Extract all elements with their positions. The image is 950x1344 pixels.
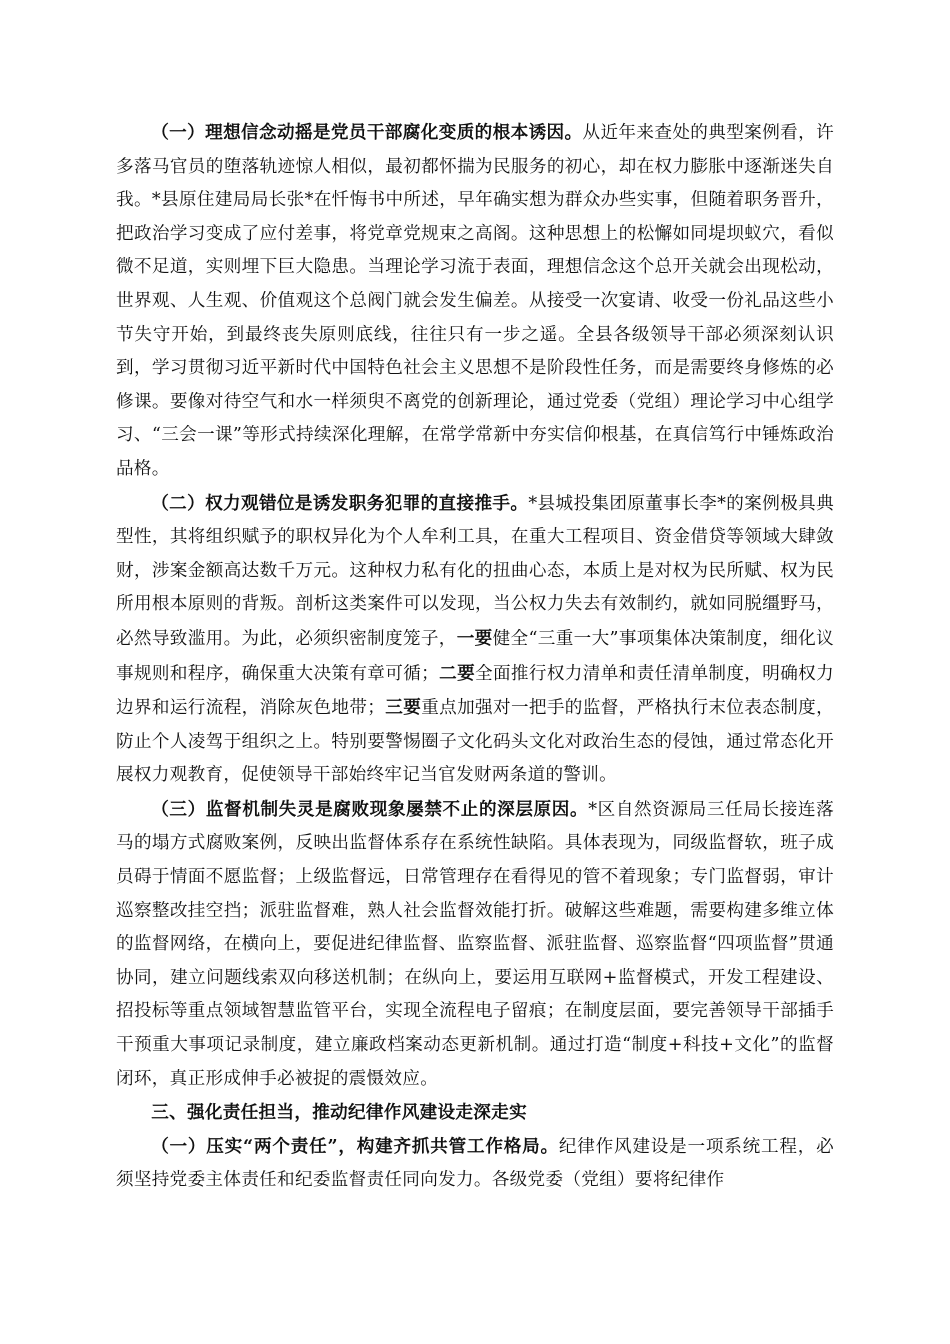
paragraph-lead: （三）监督机制失灵是腐败现象屡禁不止的深层原因。 [151, 798, 589, 820]
paragraph-lead: （一）压实“两个责任”，构建齐抓共管工作格局。 [151, 1135, 559, 1157]
paragraph-body: 全面推行权力清单和责任清单制度，明确权力边界和运行流程，消除灰色地带； [116, 663, 834, 719]
keyword-second: 二要 [439, 662, 476, 684]
keyword-third: 三要 [385, 697, 422, 719]
section-heading: 三、强化责任担当，推动纪律作风建设走深走实 [151, 1102, 527, 1124]
paragraph-responsibility [116, 1130, 834, 1198]
paragraph-body: 重点加强对一把手的监督，严格执行末位表态制度，防止个人凌驾于组织之上。特别要警惕圈子文化码头文化对政治生态的侵蚀，通过常态化开展权力观教育，促使领导干部始终牢记当官发财两条道的警训。 [116, 698, 834, 786]
paragraph-ideals [116, 116, 834, 487]
paragraph-power-view [116, 487, 834, 793]
paragraph-lead: （一）理想信念动摇是党员干部腐化变质的根本诱因。 [151, 122, 583, 143]
paragraph-body: *县城投集团原董事长李*的案例极具典型性，其将组织赋予的职权异化为个人牟利工具，在重大工程项目、资金借贷等领域大肆敛财，涉案金额高达数千万元。这种权力私有化的扭曲心态，本质上是对权为民所赋、权为民所用根本原则的背叛。剖析这类案件可以发现，当公权力失去有效制约，就如同脱缰野马，必然导致滥用。为此，必须织密制度笼子， [116, 493, 834, 649]
paragraph-lead: （二）权力观错位是诱发职务犯罪的直接推手。 [151, 492, 529, 514]
paragraph-body: 纪律作风建设是一项系统工程，必须坚持党委主体责任和纪委监督责任同向发力。各级党委（党组）要将纪律作 [116, 1136, 834, 1191]
paragraph-body: 从近年来查处的典型案例看，许多落马官员的堕落轨迹惊人相似，最初都怀揣为民服务的初心，却在权力膨胀中逐渐迷失自我。*县原住建局局长张*在忏悔书中所述，早年确实想为群众办些实事，但随着职务晋升，把政治学习变成了应付差事，将党章党规束之高阁。这种思想上的松懈如同堤坝蚁穴，看似微不足道，实则埋下巨大隐患。当理论学习流于表面，理想信念这个总开关就会出现松动，世界观、人生观、价值观这个总阀门就会发生偏差。从接受一次宴请、收受一份礼品这些小节失守开始，到最终丧失原则底线，往往只有一步之遥。全县各级领导干部必须深刻认识到，学习贯彻习近平新时代中国特色社会主义思想不是阶段性任务，而是需要终身修炼的必修课。要像对待空气和水一样须臾不离党的创新理论，通过党委（党组）理论学习中心组学习、“三会一课”等形式持续深化理解，在常学常新中夯实信仰根基，在真信笃行中锤炼政治品格。 [116, 123, 834, 479]
keyword-first: 一要 [456, 627, 493, 649]
paragraph-body: 健全“三重一大”事项集体决策制度，细化议事规则和程序，确保重大决策有章可循； [116, 628, 834, 684]
paragraph-supervision [116, 793, 834, 1096]
paragraph-body: *区自然资源局三任局长接连落马的塌方式腐败案例，反映出监督体系存在系统性缺陷。具体表现为，同级监督软，班子成员碍于情面不愿监督；上级监督远，日常管理存在看得见的管不着现象；专门监督弱，审计巡察整改挂空挡；派驻监督难，熟人社会监督效能打折。破解这些难题，需要构建多维立体的监督网络，在横向上，要促进纪律监督、监察监督、派驻监督、巡察监督“四项监督”贯通协同，建立问题线索双向移送机制；在纵向上，要运用互联网+监督模式，开发工程建设、招投标等重点领域智慧监管平台，实现全流程电子留痕；在制度层面，要完善领导干部插手干预重大事项记录制度，建立廉政档案动态更新机制。通过打造“制度+科技+文化”的监督闭环，真正形成伸手必被捉的震慑效应。 [116, 799, 835, 1089]
